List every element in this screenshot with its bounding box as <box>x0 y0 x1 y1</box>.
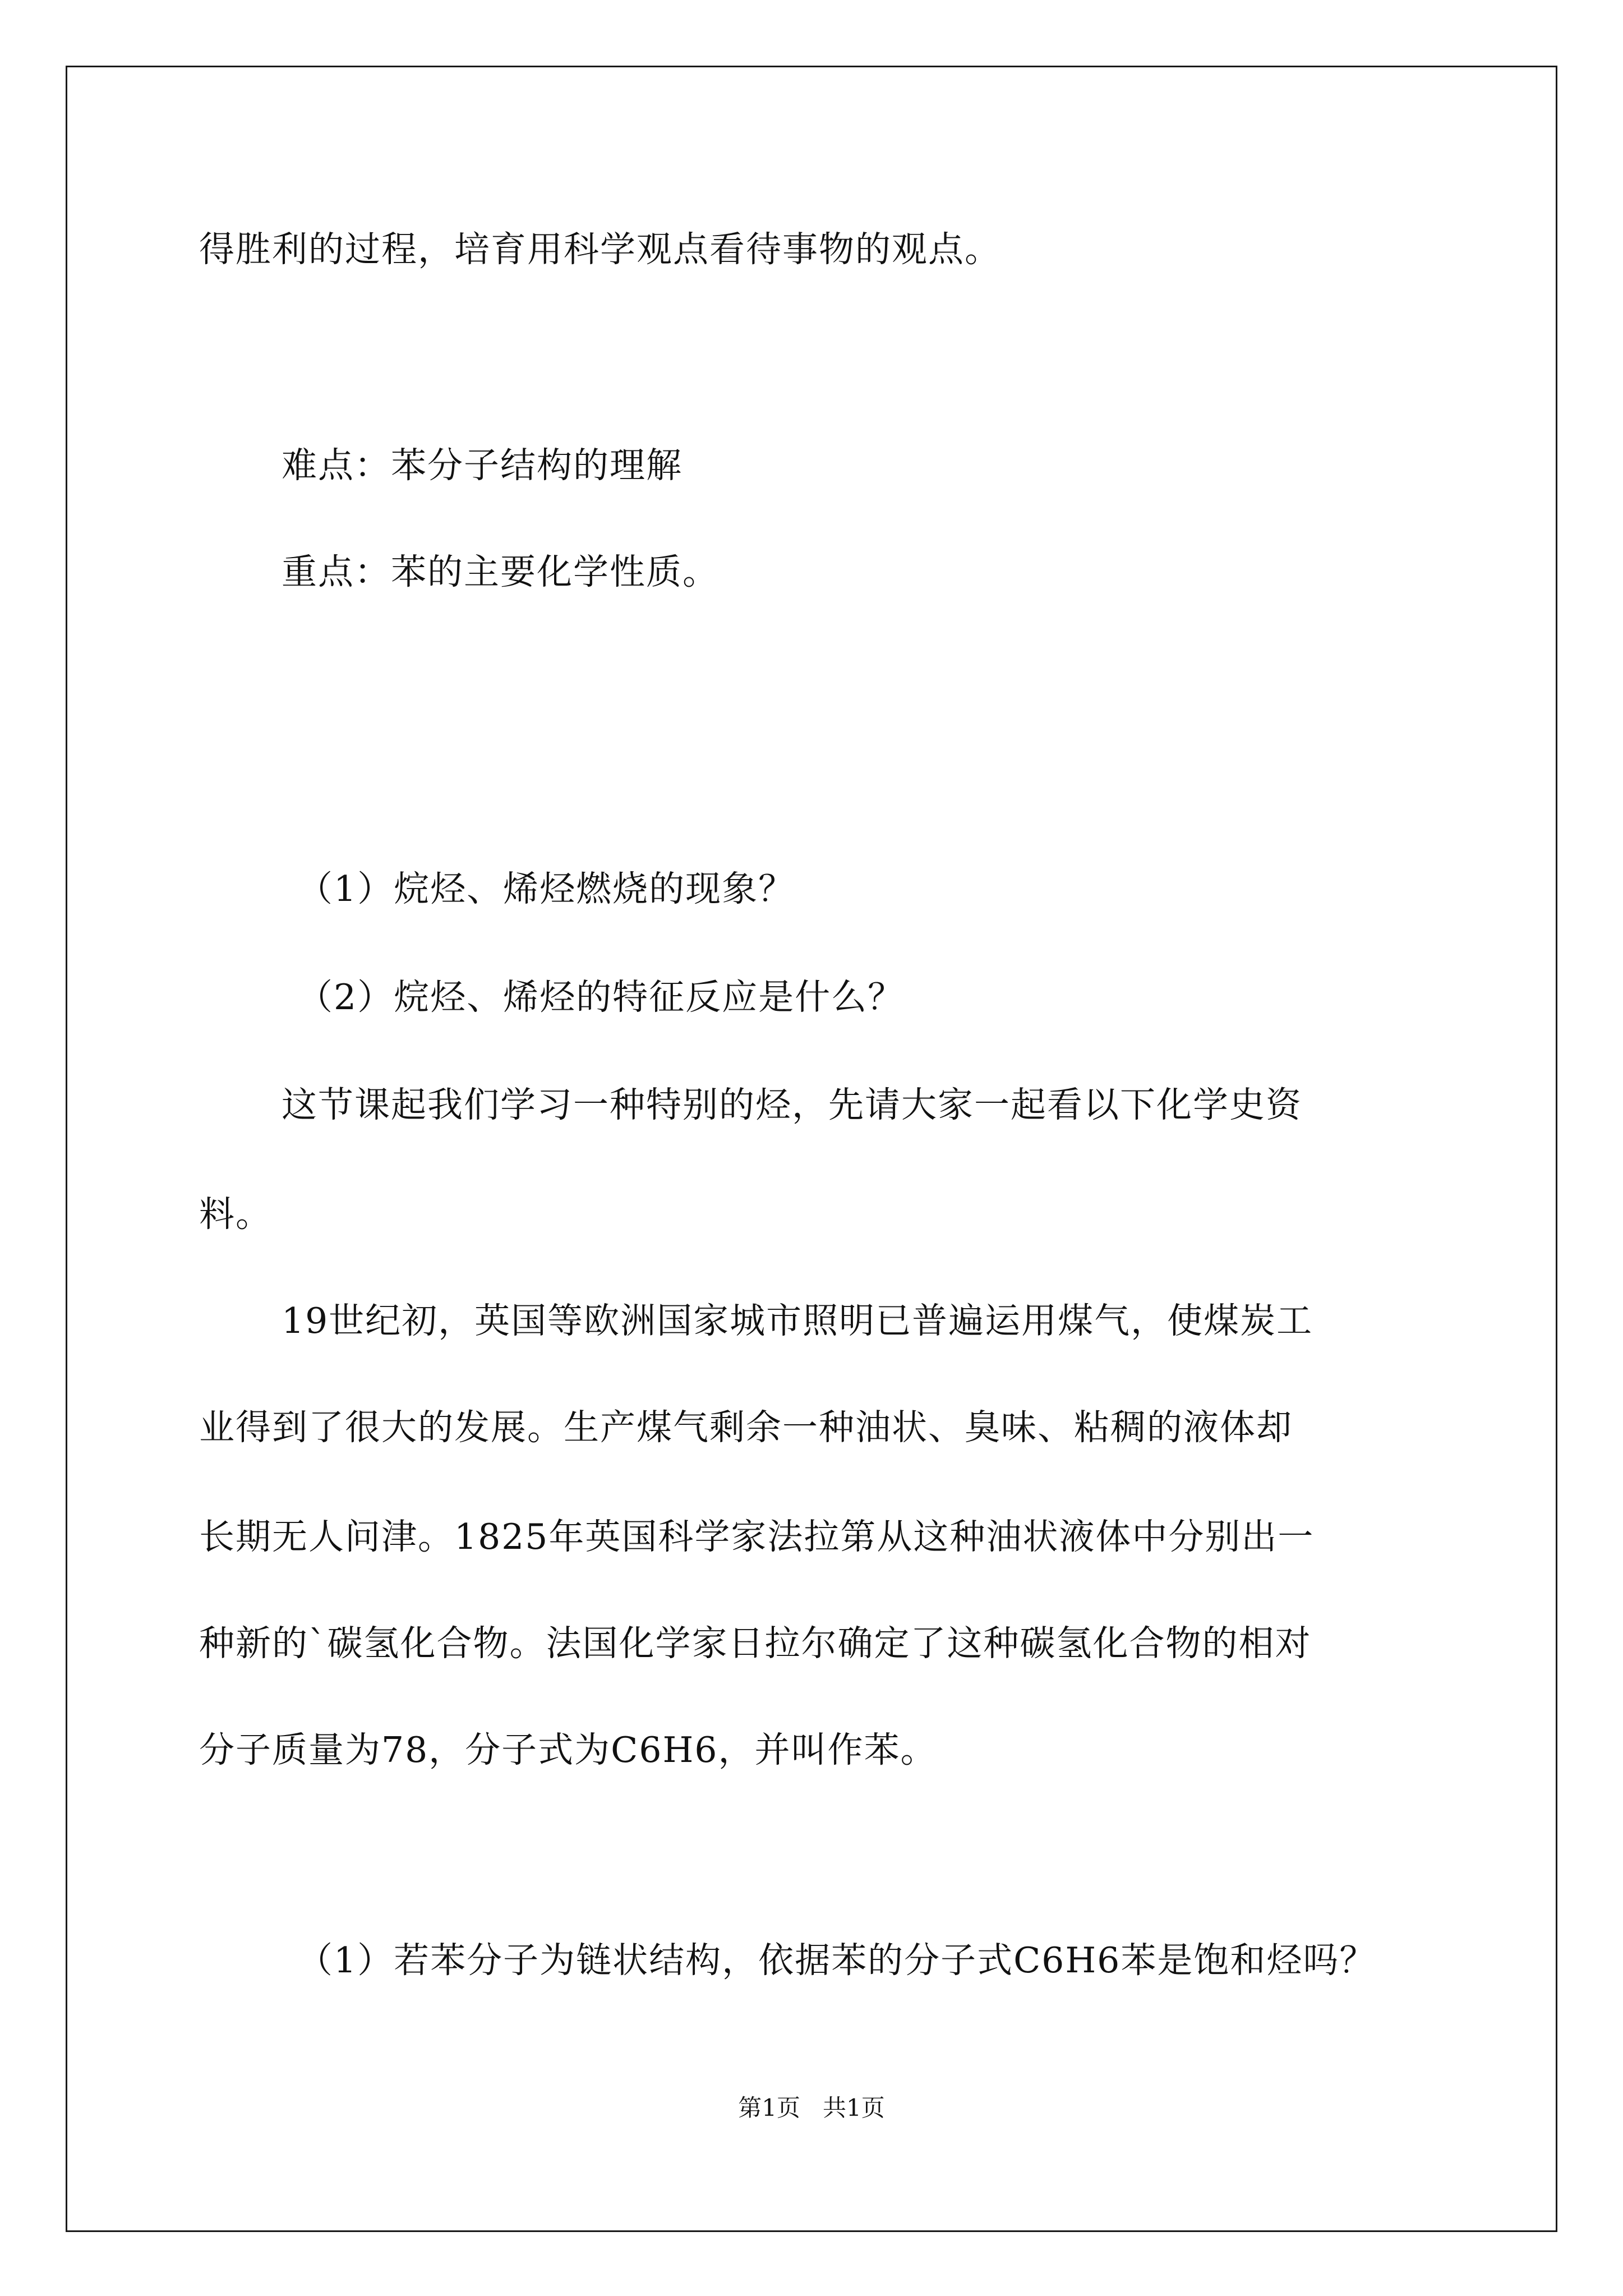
key-point-line: 重点：苯的主要化学性质。 <box>282 551 719 592</box>
paragraph-2-line-5: 分子质量为78，分子式为C6H6，并叫作苯。 <box>199 1729 937 1770</box>
text-line-1: 得胜利的过程，培育用科学观点看待事物的观点。 <box>199 229 1001 270</box>
paragraph-2-line-3: 长期无人问津。1825年英国科学家法拉第从这种油状液体中分别出一 <box>199 1516 1315 1557</box>
question-3-line: （1）若苯分子为链状结构，依据苯的分子式C6H6苯是饱和烃吗？ <box>297 1940 1376 1981</box>
page-number-footer: 第1页 共1页 <box>738 2094 885 2122</box>
difficulty-line: 难点：苯分子结构的理解 <box>282 445 683 486</box>
paragraph-2-line-2: 业得到了很大的发展。生产煤气剩余一种油状、臭味、粘稠的液体却 <box>199 1407 1293 1448</box>
paragraph-1-line-1: 这节课起我们学习一种特别的烃，先请大家一起看以下化学史资 <box>282 1084 1302 1125</box>
question-2-line: （2）烷烃、烯烃的特征反应是什么？ <box>297 977 905 1018</box>
question-1-line: （1）烷烃、烯烃燃烧的现象？ <box>297 868 795 909</box>
paragraph-2-line-4: 种新的`碳氢化合物。法国化学家日拉尔确定了这种碳氢化合物的相对 <box>199 1623 1312 1664</box>
paragraph-1-line-2: 料。 <box>199 1194 272 1235</box>
paragraph-2-line-1: 19世纪初，英国等欧洲国家城市照明已普遍运用煤气，使煤炭工 <box>282 1300 1313 1341</box>
page-border <box>66 66 1557 2232</box>
